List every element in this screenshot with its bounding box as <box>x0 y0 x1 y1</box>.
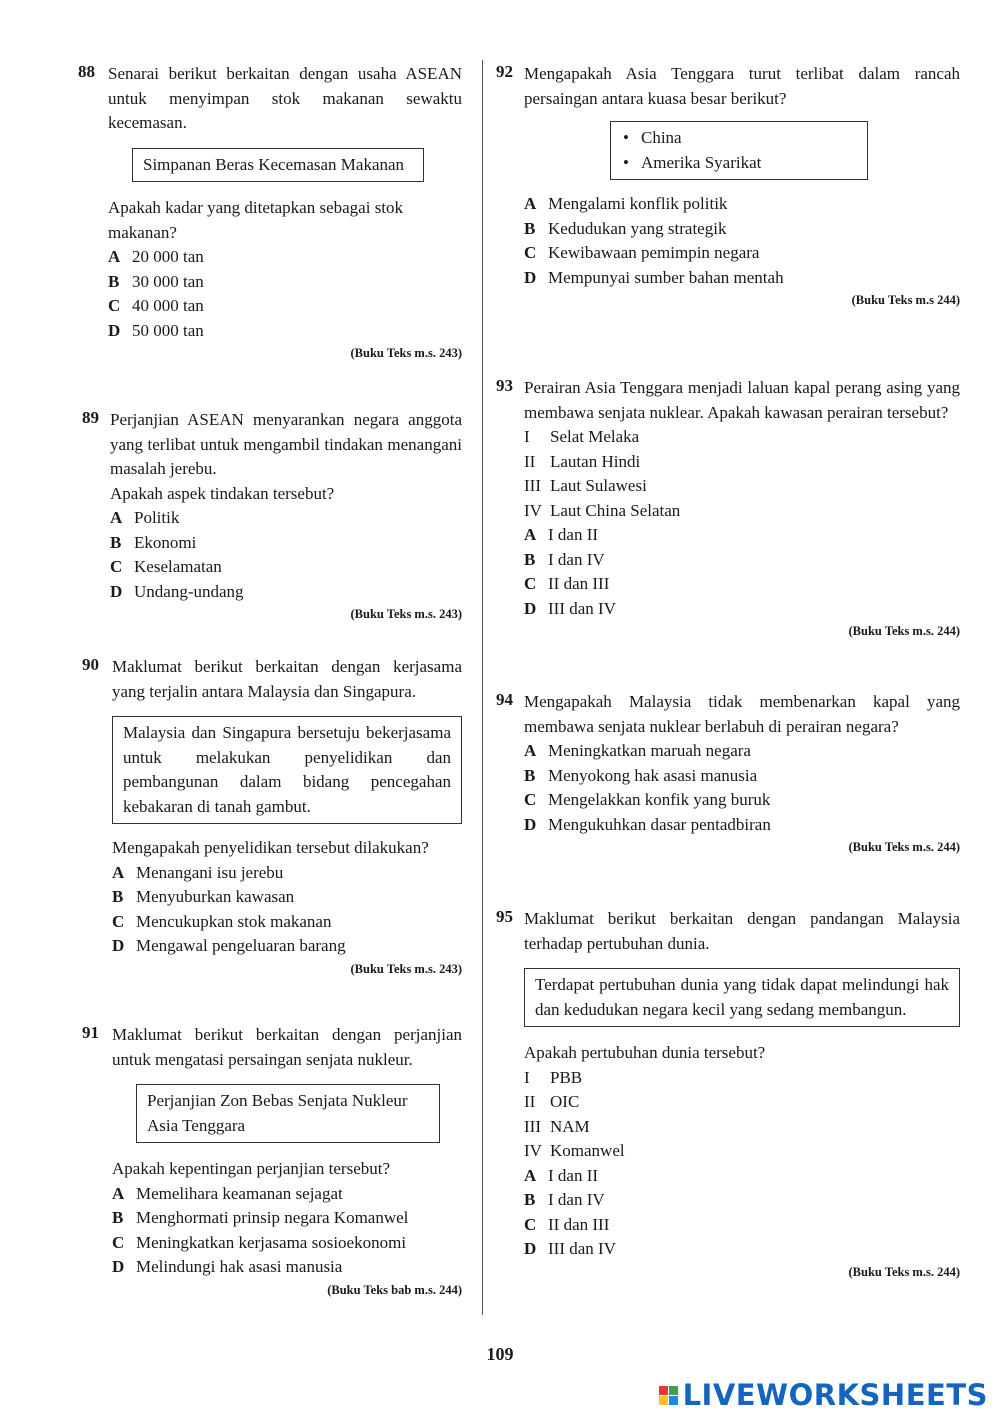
option-c[interactable]: C Mencukupkan stok makanan <box>112 911 332 931</box>
textbook-reference: (Buku Teks bab m.s. 244) <box>327 1282 462 1297</box>
logo-icon <box>659 1386 678 1405</box>
question-prompt: Apakah kepentingan perjanjian tersebut? <box>112 1159 391 1178</box>
textbook-reference: (Buku Teks m.s. 244) <box>848 1264 960 1279</box>
question-95 <box>490 907 960 1280</box>
options-list <box>112 861 462 959</box>
question-93 <box>490 376 960 639</box>
info-box: Malaysia dan Singapura bersetuju bekerjasama untuk melakukan penyelidikan dan pembangunan dalam bidang pencegahan kebakaran di tanah gambut. <box>112 716 462 824</box>
question-91 <box>0 1023 478 1298</box>
question-text: Maklumat berikut berkaitan dengan pandangan Malaysia terhadap pertubuhan dunia. <box>524 909 960 953</box>
option-b[interactable]: B Kedudukan yang strategik <box>524 218 727 238</box>
option-c[interactable]: C 40 000 tan <box>108 296 204 315</box>
option-a[interactable]: A 20 000 tan <box>108 247 204 266</box>
info-box-item: • Amerika Syarikat <box>623 152 762 172</box>
info-box: Perjanjian Zon Bebas Senjata Nukleur Asia Tenggara <box>136 1084 440 1143</box>
option-c[interactable]: C Meningkatkan kerjasama sosioekonomi <box>112 1232 407 1252</box>
statement: III NAM <box>524 1116 590 1136</box>
option-d[interactable]: D Mempunyai sumber bahan mentah <box>524 267 784 287</box>
option-c[interactable]: C Kewibawaan pemimpin negara <box>524 243 760 262</box>
question-number: 91 <box>82 1023 99 1042</box>
question-number: 92 <box>496 62 513 81</box>
textbook-reference: (Buku Teks m.s 244) <box>851 293 960 307</box>
question-text: Maklumat berikut berkaitan dengan kerjasama yang terjalin antara Malaysia dan Singapura. <box>112 657 462 701</box>
question-text: Maklumat berikut berkaitan dengan perjanjian untuk mengatasi persaingan senjata nukleur. <box>112 1025 462 1069</box>
option-a[interactable]: A Menangani isu jerebu <box>112 862 284 882</box>
info-box-item: • China <box>623 128 682 147</box>
statement: III Laut Sulawesi <box>524 476 647 495</box>
option-c[interactable]: C Mengelakkan konfik yang buruk <box>524 790 771 809</box>
question-number: 95 <box>496 907 513 926</box>
statement: IV Laut China Selatan <box>524 500 681 520</box>
option-a[interactable]: A Memelihara keamanan sejagat <box>112 1183 343 1203</box>
page-number: 109 <box>486 1344 514 1364</box>
option-b[interactable]: B 30 000 tan <box>108 271 204 291</box>
option-c[interactable]: C II dan III <box>524 574 610 593</box>
options-list <box>524 1164 960 1262</box>
question-94 <box>490 690 960 855</box>
question-text: Senarai berikut berkaitan dengan usaha ASEAN untuk menyimpan stok makanan sewaktu kecemasan. <box>108 64 462 132</box>
textbook-reference: (Buku Teks m.s. 243) <box>350 607 462 621</box>
option-b[interactable]: B Menyokong hak asasi manusia <box>524 765 758 785</box>
question-89 <box>0 408 478 622</box>
question-number: 93 <box>496 376 513 395</box>
column-divider <box>482 60 483 1315</box>
question-prompt: Mengapakah penyelidikan tersebut dilakukan? <box>112 838 429 857</box>
textbook-reference: (Buku Teks m.s. 243) <box>350 961 462 976</box>
option-b[interactable]: B I dan IV <box>524 1190 605 1209</box>
option-d[interactable]: D Undang-undang <box>110 581 244 601</box>
options-list <box>524 739 960 837</box>
option-a[interactable]: A Politik <box>110 508 180 527</box>
textbook-reference: (Buku Teks m.s. 244) <box>848 624 960 638</box>
statements-list <box>524 1066 960 1164</box>
options-list <box>524 192 960 290</box>
question-number: 88 <box>78 62 95 81</box>
statements-list <box>524 425 960 523</box>
options-list <box>110 506 462 604</box>
statement: I Selat Melaka <box>524 427 640 446</box>
statement: II OIC <box>524 1092 580 1111</box>
info-box: Terdapat pertubuhan dunia yang tidak dapat melindungi hak dan kedudukan negara kecil yang sedang membangun. <box>524 968 960 1027</box>
option-d[interactable]: D III dan IV <box>524 1239 616 1258</box>
question-text: Perjanjian ASEAN menyarankan negara anggota yang terlibat untuk mengambil tindakan menangani masalah jerebu. <box>110 410 462 478</box>
question-90 <box>0 655 478 977</box>
liveworksheets-logo[interactable] <box>659 1378 988 1412</box>
option-a[interactable]: A I dan II <box>524 1165 599 1185</box>
question-text: Mengapakah Asia Tenggara turut terlibat dalam rancah persaingan antara kuasa besar berikut? <box>524 64 960 108</box>
option-d[interactable]: D 50 000 tan <box>108 320 204 340</box>
option-d[interactable]: D Melindungi hak asasi manusia <box>112 1257 343 1276</box>
statement: I PBB <box>524 1067 583 1087</box>
question-text: Perairan Asia Tenggara menjadi laluan kapal perang asing yang membawa senjata nuklear. Apakah kawasan perairan tersebut? <box>524 378 960 422</box>
info-box: Simpanan Beras Kecemasan Makanan <box>132 148 424 183</box>
textbook-reference: (Buku Teks m.s. 244) <box>848 840 960 854</box>
question-prompt: Apakah pertubuhan dunia tersebut? <box>524 1043 766 1062</box>
option-d[interactable]: D Mengawal pengeluaran barang <box>112 936 346 955</box>
option-d[interactable]: D III dan IV <box>524 598 616 618</box>
option-a[interactable]: A Meningkatkan maruah negara <box>524 741 751 760</box>
options-list <box>108 245 462 343</box>
options-list <box>524 523 960 621</box>
info-box <box>610 121 868 180</box>
textbook-reference: (Buku Teks m.s. 243) <box>350 346 462 360</box>
question-92 <box>490 62 960 308</box>
option-c[interactable]: C Keselamatan <box>110 557 222 576</box>
option-b[interactable]: B Menyuburkan kawasan <box>112 887 295 906</box>
option-b[interactable]: B Ekonomi <box>110 532 197 552</box>
option-d[interactable]: D Mengukuhkan dasar pentadbiran <box>524 814 771 834</box>
question-number: 89 <box>82 408 99 427</box>
statement: IV Komanwel <box>524 1141 625 1160</box>
option-c[interactable]: C II dan III <box>524 1214 610 1234</box>
question-number: 90 <box>82 655 99 674</box>
option-b[interactable]: B I dan IV <box>524 549 605 569</box>
question-88 <box>0 62 478 361</box>
option-a[interactable]: A Mengalami konflik politik <box>524 194 728 213</box>
option-b[interactable]: B Menghormati prinsip negara Komanwel <box>112 1208 409 1227</box>
question-prompt: Apakah kadar yang ditetapkan sebagai stok makanan? <box>108 198 404 242</box>
statement: II Lautan Hindi <box>524 451 641 471</box>
option-a[interactable]: A I dan II <box>524 525 599 544</box>
logo-text: LIVEWORKSHEETS <box>682 1378 988 1412</box>
question-text: Mengapakah Malaysia tidak membenarkan kapal yang membawa senjata nuklear berlabuh di perairan negara? <box>524 692 960 736</box>
question-number: 94 <box>496 690 513 709</box>
question-prompt: Apakah aspek tindakan tersebut? <box>110 483 335 503</box>
options-list <box>112 1182 462 1280</box>
